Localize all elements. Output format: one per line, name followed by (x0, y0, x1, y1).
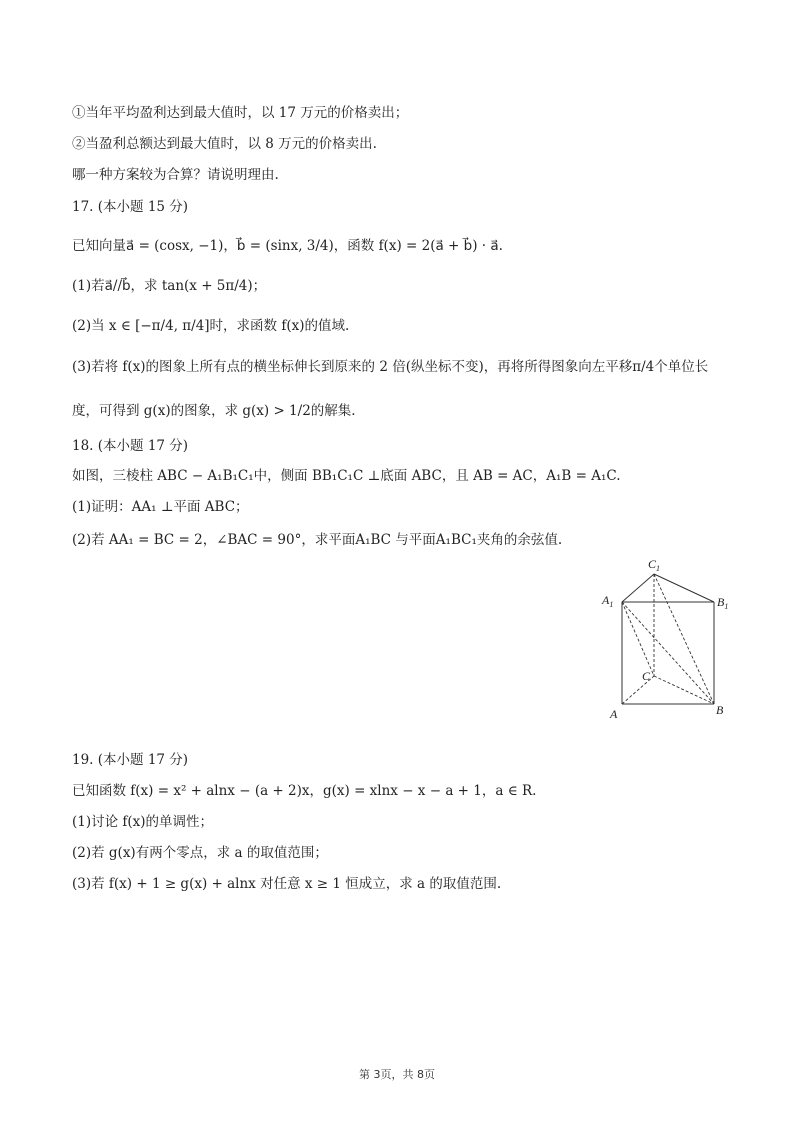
label-b1: $B_1$ (717, 595, 729, 611)
question-18-part-1: (1)证明：AA₁ ⊥平面 ABC； (72, 499, 249, 515)
prism-figure (596, 552, 742, 722)
question-19-heading: 19. (本小题 17 分) (72, 752, 189, 768)
option-2-text: ②当盈利总额达到最大值时，以 8 万元的价格卖出. (72, 136, 377, 152)
question-19-part-3: (3)若 f(x) + 1 ≥ g(x) + alnx 对任意 x ≥ 1 恒成立，求 a 的取值范围. (72, 876, 502, 892)
question-19-part-2: (2)若 g(x)有两个零点，求 a 的取值范围； (72, 845, 328, 861)
option-1-text: ①当年平均盈利达到最大值时，以 17 万元的价格卖出； (72, 105, 409, 121)
question-18-heading: 18. (本小题 17 分) (72, 438, 189, 454)
question-18-stem: 如图，三棱柱 ABC − A₁B₁C₁中，侧面 BB₁C₁C ⊥底面 ABC，且 AB = AC，A₁B = A₁C. (72, 468, 621, 484)
question-19-part-1: (1)讨论 f(x)的单调性； (72, 814, 214, 830)
question-18-part-2: (2)若 AA₁ = BC = 2，∠BAC = 90°，求平面A₁BC 与平面A₁BC₁夹角的余弦值. (72, 532, 563, 548)
edge-c1b1 (654, 574, 714, 602)
question-17-part-2: (2)当 x ∈ [−π/4, π/4]时，求函数 f(x)的值域. (72, 318, 350, 334)
question-17-heading: 17. (本小题 15 分) (72, 199, 189, 215)
question-17-part-3-line-1: (3)若将 f(x)的图象上所有点的横坐标伸长到原来的 2 倍(纵坐标不变)，再将所得图象向左平移π/4个单位长 (72, 359, 709, 375)
edge-a1c (622, 602, 654, 676)
question-17-part-1: (1)若a⃗//b⃗，求 tan(x + 5π/4)； (72, 278, 267, 294)
label-a: A (610, 707, 618, 721)
label-b: B (716, 703, 724, 717)
question-17-stem: 已知向量a⃗ = (cosx, −1)，b⃗ = (sinx, 3/4)，函数 f(x) = 2(a⃗ + b⃗) · a⃗. (72, 238, 503, 254)
page-footer: 第 3页，共 8页 (359, 1068, 435, 1081)
question-19-stem: 已知函数 f(x) = x² + alnx − (a + 2)x，g(x) = xlnx − x − a + 1，a ∈ R. (72, 783, 537, 799)
label-c: C (642, 669, 651, 683)
edge-cb (654, 676, 714, 704)
label-a1: $A_1$ (602, 593, 614, 609)
question-17-part-3-line-2: 度，可得到 g(x)的图象，求 g(x) > 1/2的解集. (72, 403, 356, 419)
edge-c1b (654, 574, 714, 704)
label-c1: $C_1$ (648, 557, 661, 573)
edge-a1c1 (622, 574, 654, 602)
question-16-prompt: 哪一种方案较为合算？请说明理由. (72, 167, 279, 183)
